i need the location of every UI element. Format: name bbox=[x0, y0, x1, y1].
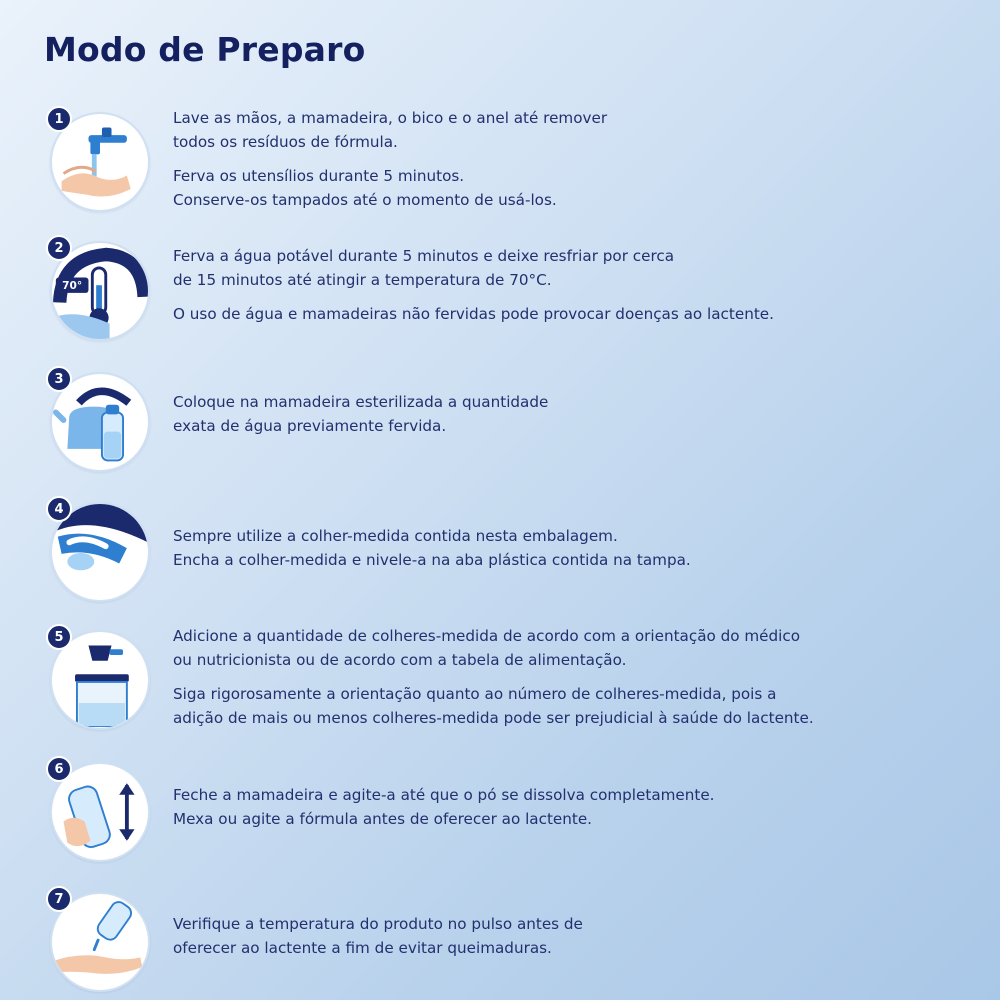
step-number-badge: 4 bbox=[46, 496, 72, 522]
step-paragraph bbox=[173, 302, 973, 326]
step-number-badge: 7 bbox=[46, 886, 72, 912]
text-line: Coloque na mamadeira esterilizada a quantidade bbox=[173, 393, 549, 411]
text-line: Verifique a temperatura do produto no pulso antes de bbox=[173, 915, 583, 933]
step-paragraph bbox=[173, 390, 973, 438]
step-paragraph bbox=[173, 624, 973, 672]
text-line: Mexa ou agite a fórmula antes de oferecer ao lactente. bbox=[173, 810, 593, 828]
text-line: oferecer ao lactente a fim de evitar queimaduras. bbox=[173, 939, 552, 957]
step-text bbox=[173, 390, 973, 438]
step-text bbox=[173, 624, 973, 730]
text-line: Conserve-os tampados até o momento de usá-los. bbox=[173, 191, 557, 209]
text-line: Siga rigorosamente a orientação quanto ao número de colheres-medida, pois a bbox=[173, 685, 777, 703]
step-text bbox=[173, 783, 973, 831]
step-number-badge: 6 bbox=[46, 756, 72, 782]
step-number-badge: 1 bbox=[46, 106, 72, 132]
step-icon-wrap bbox=[46, 366, 150, 470]
step-paragraph bbox=[173, 682, 973, 730]
step-paragraph bbox=[173, 783, 973, 831]
step-icon-wrap bbox=[46, 886, 150, 990]
text-line: Sempre utilize a colher-medida contida nesta embalagem. bbox=[173, 527, 618, 545]
step-icon-wrap bbox=[46, 106, 150, 210]
temperature-badge: 70° bbox=[62, 280, 83, 293]
text-line: Feche a mamadeira e agite-a até que o pó se dissolva completamente. bbox=[173, 786, 715, 804]
step-icon-wrap bbox=[46, 235, 150, 339]
step-paragraph bbox=[173, 912, 973, 960]
step-text bbox=[173, 244, 973, 326]
text-line: Ferva a água potável durante 5 minutos e deixe resfriar por cerca bbox=[173, 247, 675, 265]
text-line: Lave as mãos, a mamadeira, o bico e o anel até remover bbox=[173, 109, 608, 127]
step-text bbox=[173, 106, 973, 212]
text-line: todos os resíduos de fórmula. bbox=[173, 133, 398, 151]
text-line: de 15 minutos até atingir a temperatura de 70°C. bbox=[173, 271, 552, 289]
step-icon-wrap bbox=[46, 624, 150, 728]
text-line: Adicione a quantidade de colheres-medida de acordo com a orientação do médico bbox=[173, 627, 801, 645]
step-number-badge: 3 bbox=[46, 366, 72, 392]
step-icon-wrap bbox=[46, 496, 150, 600]
step-paragraph bbox=[173, 524, 973, 572]
text-line: O uso de água e mamadeiras não fervidas pode provocar doenças ao lactente. bbox=[173, 305, 774, 323]
step-icon-wrap bbox=[46, 756, 150, 860]
step-number-badge: 5 bbox=[46, 624, 72, 650]
step-paragraph bbox=[173, 106, 973, 154]
text-line: Encha a colher-medida e nivele-a na aba plástica contida na tampa. bbox=[173, 551, 691, 569]
step-text bbox=[173, 912, 973, 960]
step-number-badge: 2 bbox=[46, 235, 72, 261]
text-line: Ferva os utensílios durante 5 minutos. bbox=[173, 167, 465, 185]
text-line: exata de água previamente fervida. bbox=[173, 417, 447, 435]
step-paragraph bbox=[173, 244, 973, 292]
text-line: adição de mais ou menos colheres-medida pode ser prejudicial à saúde do lactente. bbox=[173, 709, 814, 727]
step-text bbox=[173, 524, 973, 572]
text-line: ou nutricionista ou de acordo com a tabela de alimentação. bbox=[173, 651, 627, 669]
page-title: Modo de Preparo bbox=[44, 30, 366, 69]
step-paragraph bbox=[173, 164, 973, 212]
